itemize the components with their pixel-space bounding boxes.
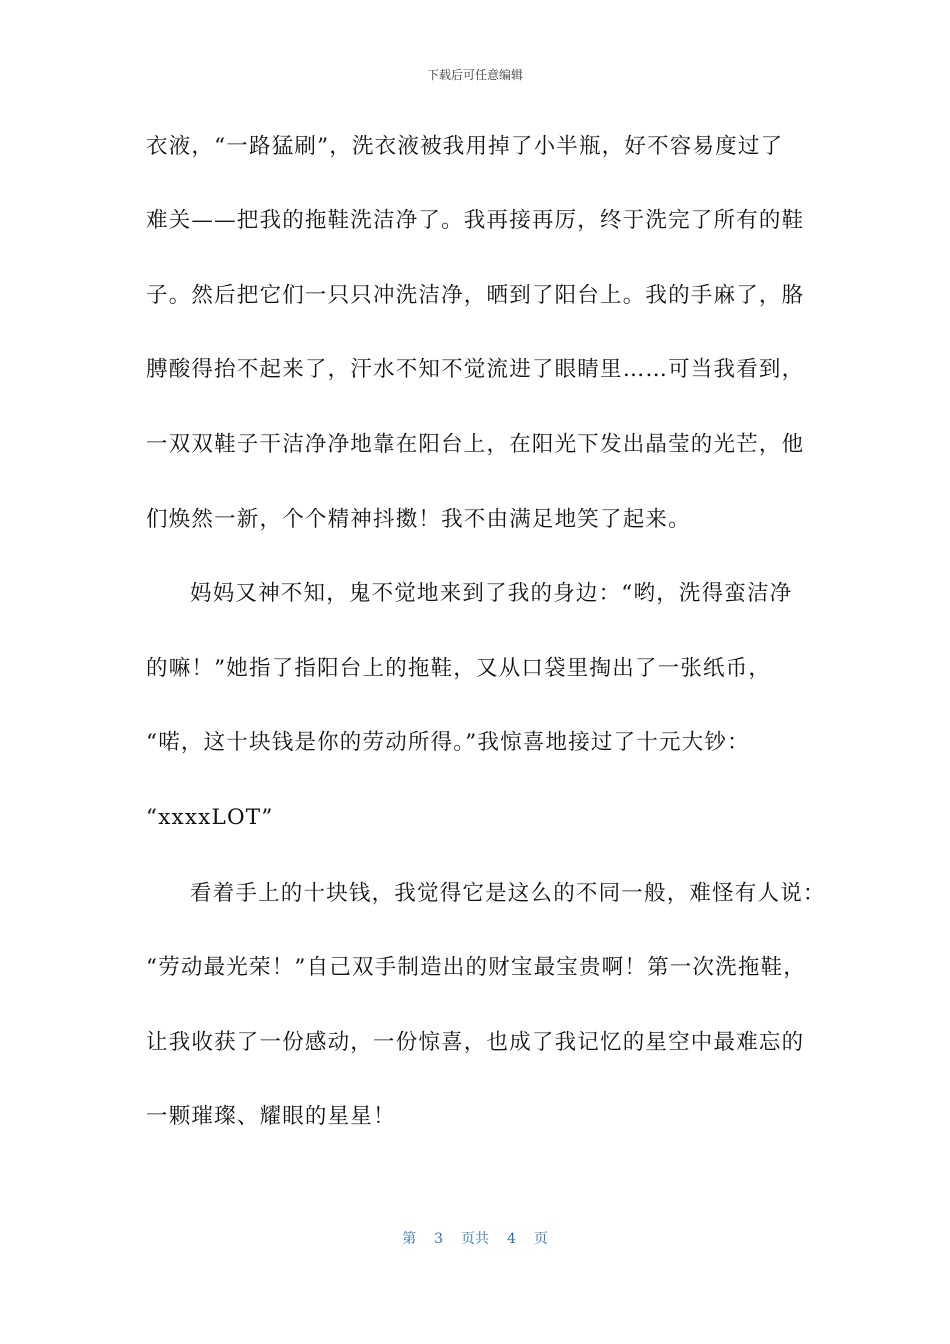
page-footer — [0, 1228, 950, 1248]
text-line: 膊酸得抬不起来了，汗水不知不觉流进了眼睛里……可当我看到， — [146, 357, 805, 382]
page-current-number: 3 — [434, 1231, 443, 1247]
page-footer-suffix: 页 — [533, 1231, 548, 1247]
text-line: 的嘛！”她指了指阳台上的拖鞋，又从口袋里掏出了一张纸币， — [146, 656, 772, 681]
page-footer-prefix: 第 — [402, 1231, 417, 1247]
text-line: 们焕然一新，个个精神抖擞！我不由满足地笑了起来。 — [146, 507, 691, 532]
text-line: 难关——把我的拖鞋洗洁净了。我再接再厉，终于洗完了所有的鞋 — [146, 208, 805, 233]
text-line: 一双双鞋子干洁净净地靠在阳台上，在阳光下发出晶莹的光芒，他 — [146, 432, 805, 457]
text-line: 衣液，“一路猛刷”，洗衣液被我用掉了小半瓶，好不容易度过了 — [146, 134, 784, 159]
text-line: “xxxxLOT” — [146, 805, 274, 830]
page-header: 下载后可任意编辑 — [426, 68, 523, 82]
text-line: 让我收获了一份感动，一份惊喜，也成了我记忆的星空中最难忘的 — [146, 1030, 805, 1055]
text-line: 一颗璀璨、耀眼的星星！ — [146, 1104, 396, 1129]
text-line-paragraph-start: 看着手上的十块钱，我觉得它是这么的不同一般，难怪有人说： — [190, 881, 826, 906]
text-line: 子。然后把它们一只只冲洗洁净，晒到了阳台上。我的手麻了，胳 — [146, 283, 805, 308]
text-line-paragraph-start: 妈妈又神不知，鬼不觉地来到了我的身边：“哟，洗得蛮洁净 — [190, 581, 793, 606]
text-line: “喏，这十块钱是你的劳动所得。”我惊喜地接过了十元大钞： — [146, 730, 750, 755]
page-total-number: 4 — [507, 1231, 516, 1247]
page-footer-middle: 页共 — [461, 1231, 489, 1247]
text-line: “劳动最光荣！”自己双手制造出的财宝最宝贵啊！第一次洗拖鞋， — [146, 955, 806, 980]
